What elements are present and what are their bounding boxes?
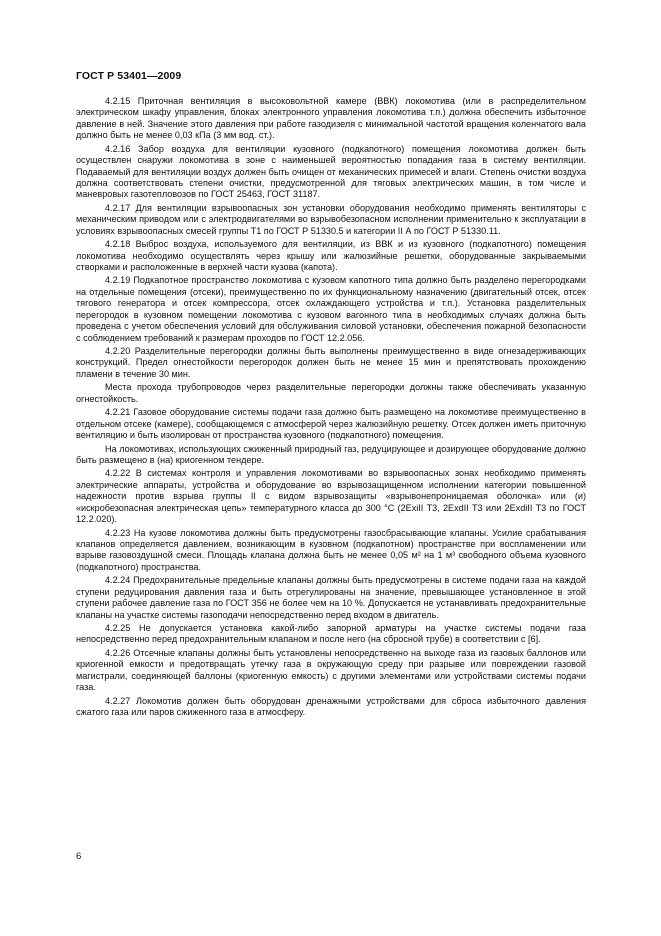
paragraph-4-2-17: 4.2.17 Для вентиляции взрывоопасных зон установки оборудования необходимо применять вентиляторы с механическим приводом или с электродвигателями во взрывобезопасном исполнении применительно к эксплуатации в условиях взрывоопасных смесей группы Т1 по ГОСТ Р 51330.5 и категории II А по ГОСТ Р 51330.11.	[76, 202, 586, 236]
paragraph-4-2-25: 4.2.25 Не допускается установка какой-либо запорной арматуры на участке системы подачи газа непосредственно перед предохранительным клапаном и после него (на сбросной трубе) в соответствии с [6].	[76, 623, 586, 645]
paragraph-4-2-21-continuation: На локомотивах, использующих сжиженный природный газ, редуцирующее и дозирующее оборудование должно быть размещено в (на) криогенном тендере.	[76, 443, 586, 465]
paragraph-4-2-26: 4.2.26 Отсечные клапаны должны быть установлены непосредственно на выходе газа из газовых баллонов или криогенной емкости и предотвращать утечку газа в окружающую среду при разрыве или повреждении газовой магистрали, соединяющей баллоны (криогенную емкость) с другими элементами или устройствами системы подачи газа.	[76, 647, 586, 693]
paragraph-4-2-16: 4.2.16 Забор воздуха для вентиляции кузовного (подкапотного) помещения локомотива должен быть осуществлен снаружи локомотива в зоне с наименьшей вероятностью попадания газа в систему вентиляции. Подаваемый для вентиляции воздух должен быть очищен от механических примесей и влаги. Степень очистки воздуха должна соответствовать степени очистки, предусмотренной для тяговых электрических машин, в том числе и маневровых газотепловозов по ГОСТ 25463, ГОСТ 31187.	[76, 143, 586, 200]
page-number: 6	[76, 851, 82, 862]
document-body	[76, 96, 586, 721]
standard-header: ГОСТ Р 53401—2009	[76, 70, 182, 82]
paragraph-4-2-22: 4.2.22 В системах контроля и управления локомотивами во взрывоопасных зонах необходимо применять электрические аппараты, устройства и оборудование во взрывозащищенном исполнении категории повышенной надежности против взрыва группы II с видом взрывозащиты «взрывонепроницаемая оболочка» или (и) «искробезопасная электрическая цепь» температурного класса до 300 °С (2ExiII Т3, 2ExdII Т3 или 2ExdiII Т3 по ГОСТ 12.2.020).	[76, 468, 586, 525]
paragraph-4-2-20-continuation: Места прохода трубопроводов через разделительные перегородки должны также обеспечивать указанную огнестойкость.	[76, 382, 586, 404]
paragraph-4-2-21: 4.2.21 Газовое оборудование системы подачи газа должно быть размещено на локомотиве преимущественно в отдельном отсеке (камере), сообщающемся с атмосферой через жалюзийную решетку. Отсек должен иметь приточную вентиляцию и быть изолирован от пространства кузовного (подкапотного) помещения.	[76, 407, 586, 441]
paragraph-4-2-15: 4.2.15 Приточная вентиляция в высоковольтной камере (ВВК) локомотива (или в распределительном электрическом шкафу управления, блоках электронного управления локомотива т.п.) должна обеспечить избыточное давление в ней. Значение этого давления при работе газодизеля с минимальной частотой вращения коленчатого вала должно быть не менее 0,03 кПа (3 мм вод. ст.).	[76, 96, 586, 141]
paragraph-4-2-27: 4.2.27 Локомотив должен быть оборудован дренажными устройствами для сброса избыточного давления сжатого газа или паров сжиженного газа в атмосферу.	[76, 695, 586, 718]
paragraph-4-2-20: 4.2.20 Разделительные перегородки должны быть выполнены преимущественно в виде огнезадерживающих конструкций. Предел огнестойкости перегородок должен быть не менее 15 мин и препятствовать прохождению пламени в течение 30 мин.	[76, 346, 586, 379]
paragraph-4-2-18: 4.2.18 Выброс воздуха, используемого для вентиляции, из ВВК и из кузовного (подкапотного) помещения локомотива необходимо осуществлять через крышу или жалюзийные решетки, оборудованные закрываемыми створками и расположенные в верхней части кузова (капота).	[76, 239, 586, 272]
paragraph-4-2-23: 4.2.23 На кузове локомотива должны быть предусмотрены газосбрасывающие клапаны. Усилие срабатывания клапанов определяется давлением, возникающим в кузовном (подкапотном) пространстве при воспламенении или взрыве газовоздушной смеси. Площадь клапана должна быть не менее 0,05 м² на 1 м³ свободного объема кузовного (подкапотного) пространства.	[76, 527, 586, 572]
paragraph-4-2-19: 4.2.19 Подкапотное пространство локомотива с кузовом капотного типа должно быть разделено перегородками на отдельные помещения (отсеки), преимущественно по их функциональному назначению (двигательный отсек, отсек тягового генератора и отсек компрессора, отсек охлаждающего устройства и т.п.). Установка разделительных перегородок в кузовном помещении локомотива с кузовом вагонного типа в необходимых случаях должна быть проведена с учетом обеспечения условий для обслуживания силовой установки, обеспечения пожарной безопасности с соблюдением требований к размерам проходов по ГОСТ 12.2.056.	[76, 275, 586, 343]
paragraph-4-2-24: 4.2.24 Предохранительные предельные клапаны должны быть предусмотрены в системе подачи газа на каждой ступени редуцирования давления газа и быть отрегулированы на значение, превышающее установленное в этой ступени рабочее давление газа по ГОСТ 356 не более чем на 10 %. Допускается не устанавливать предохранительные клапаны на участке системы газоподачи непосредственно перед входом в двигатель.	[76, 575, 586, 620]
